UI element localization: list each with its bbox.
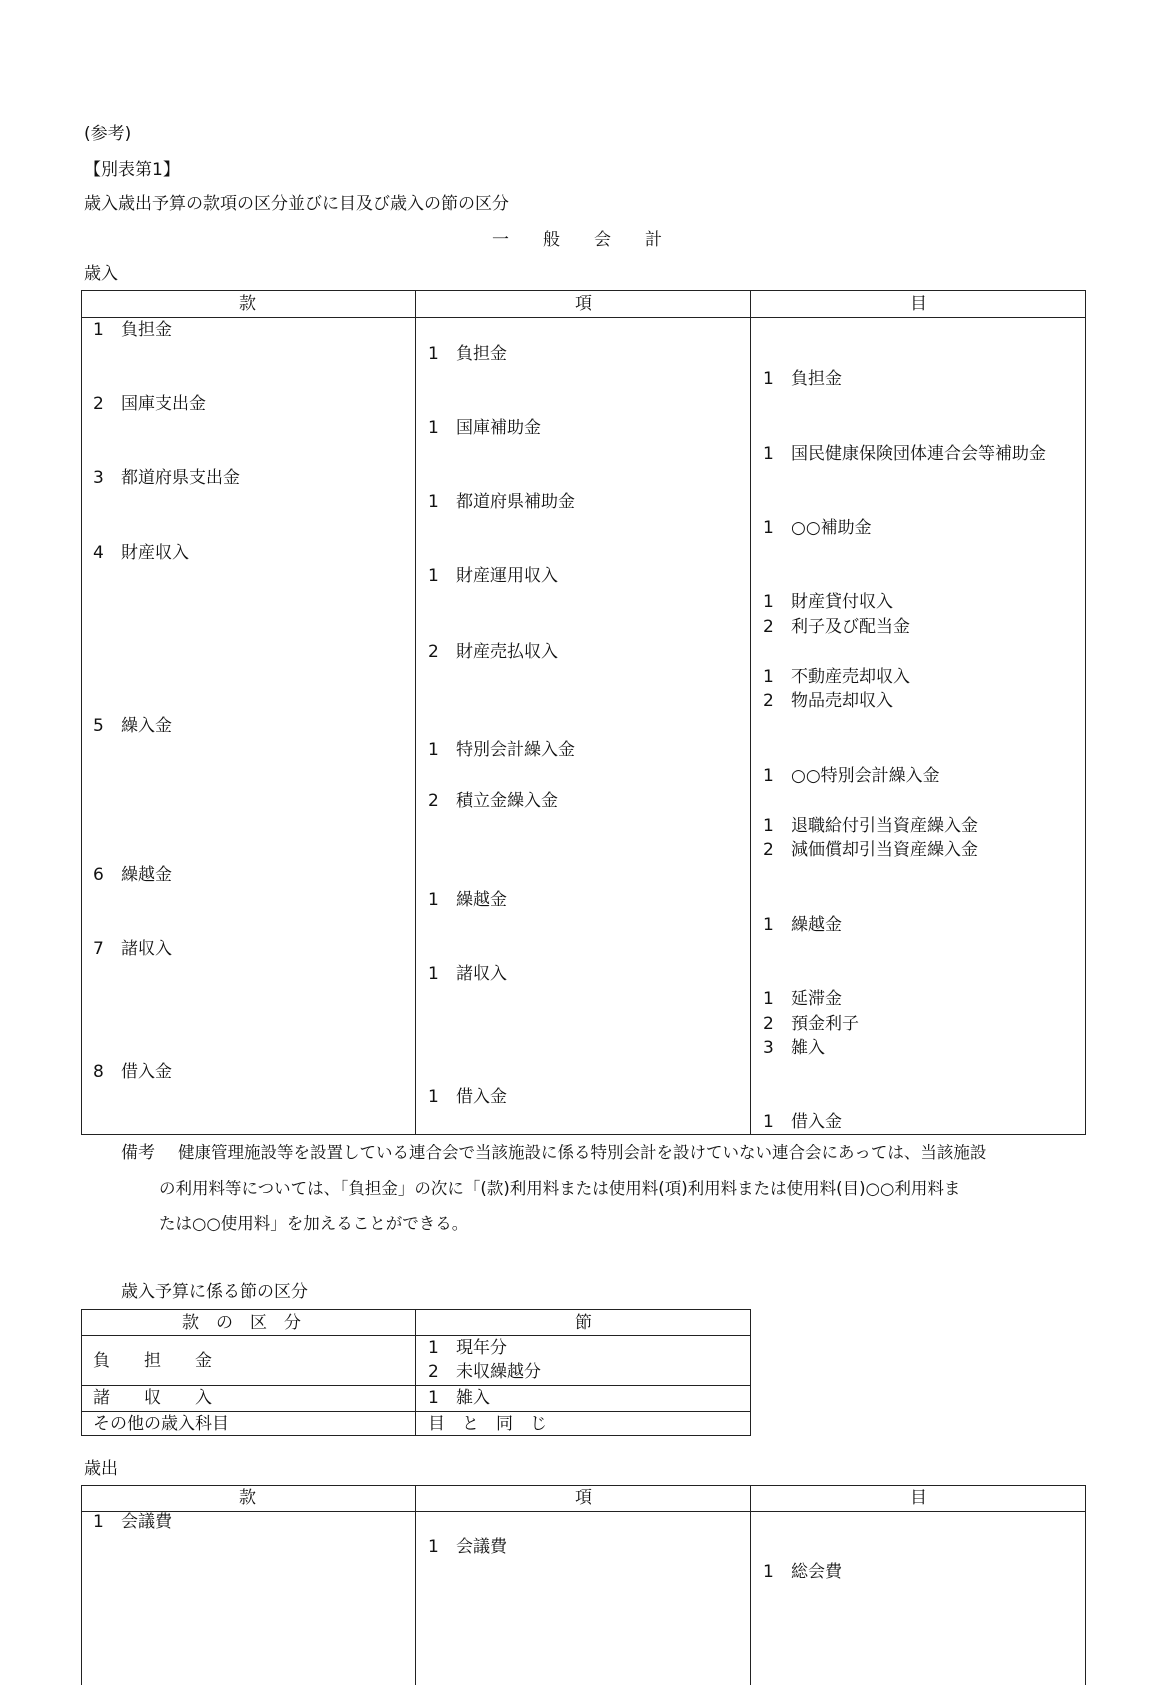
kou-item: 1 特別会計繰入金: [428, 740, 575, 760]
note-label: 備考: [121, 1143, 155, 1163]
kou-item: 1 繰越金: [428, 890, 507, 910]
kou-item: 1 諸収入: [428, 964, 507, 984]
setsu-row-kan: 負 担 金: [93, 1351, 212, 1371]
kou-item: 1 財産運用収入: [428, 566, 558, 586]
expenditure-table: [81, 1485, 1086, 1685]
kan-item: 2 国庫支出金: [93, 394, 206, 414]
account-title: 一 般 会 計: [492, 230, 662, 250]
expenditure-col-divider-2: [750, 1485, 751, 1685]
expenditure-col-kou: 項: [575, 1488, 592, 1508]
kan-item: 3 都道府県支出金: [93, 468, 240, 488]
setsu-row-divider: [81, 1385, 751, 1386]
setsu-title: 歳入予算に係る節の区分: [121, 1282, 308, 1302]
setsu-row-divider: [81, 1335, 751, 1336]
note-line: たは○○使用料」を加えることができる。: [159, 1214, 469, 1233]
setsu-row-item: 目 と 同 じ: [428, 1414, 547, 1434]
moku-item: 1 ○○特別会計繰入金: [763, 766, 940, 786]
moku-item: 2 減価償却引当資産繰入金: [763, 840, 978, 860]
table-number: 【別表第1】: [84, 160, 180, 180]
kan-item: 7 諸収入: [93, 939, 172, 959]
setsu-col-setsu: 節: [575, 1313, 592, 1333]
revenue-label: 歳入: [84, 264, 118, 284]
revenue-col-divider-1: [415, 290, 416, 1135]
exp-moku-item: 1 総会費: [763, 1562, 842, 1582]
kou-item: 2 積立金繰入金: [428, 791, 558, 811]
exp-kou-item: 1 会議費: [428, 1537, 507, 1557]
setsu-row-item: 2 未収繰越分: [428, 1362, 541, 1382]
moku-item: 1 繰越金: [763, 915, 842, 935]
setsu-row-kan: その他の歳入科目: [93, 1414, 229, 1434]
expenditure-col-kan: 款: [239, 1488, 256, 1508]
revenue-col-kou: 項: [575, 294, 592, 314]
moku-item: 1 負担金: [763, 369, 842, 389]
reference-label: (参考): [84, 124, 132, 144]
expenditure-header-divider: [81, 1511, 1086, 1512]
kan-item: 8 借入金: [93, 1062, 172, 1082]
revenue-col-divider-2: [750, 290, 751, 1135]
moku-item: 1 財産貸付収入: [763, 592, 893, 612]
kou-item: 2 財産売払収入: [428, 642, 558, 662]
moku-item: 1 国民健康保険団体連合会等補助金: [763, 444, 1046, 464]
revenue-header-divider: [81, 317, 1086, 318]
moku-item: 2 物品売却収入: [763, 691, 893, 711]
setsu-col-divider: [415, 1309, 416, 1436]
kou-item: 1 借入金: [428, 1087, 507, 1107]
setsu-row-kan: 諸 収 入: [93, 1388, 212, 1408]
kou-item: 1 都道府県補助金: [428, 492, 575, 512]
moku-item: 1 退職給付引当資産繰入金: [763, 816, 978, 836]
revenue-col-kan: 款: [239, 294, 256, 314]
revenue-col-moku: 目: [910, 294, 927, 314]
moku-item: 2 利子及び配当金: [763, 617, 910, 637]
kan-item: 4 財産収入: [93, 543, 189, 563]
note-line: の利用料等については、「負担金」の次に「(款)利用料または使用料(項)利用料または使用料(目)○○利用料ま: [159, 1179, 961, 1198]
exp-kan-item: 1 会議費: [93, 1512, 172, 1532]
setsu-col-kan: 款 の 区 分: [182, 1313, 301, 1333]
document-title: 歳入歳出予算の款項の区分並びに目及び歳入の節の区分: [84, 194, 509, 214]
moku-item: 3 雑入: [763, 1038, 825, 1058]
kan-item: 6 繰越金: [93, 865, 172, 885]
note-line: 健康管理施設等を設置している連合会で当該施設に係る特別会計を設けていない連合会にあっては、当該施設: [178, 1143, 987, 1162]
kou-item: 1 負担金: [428, 344, 507, 364]
expenditure-col-divider-1: [415, 1485, 416, 1685]
moku-item: 1 不動産売却収入: [763, 667, 910, 687]
moku-item: 2 預金利子: [763, 1014, 859, 1034]
kan-item: 5 繰入金: [93, 716, 172, 736]
revenue-table: [81, 290, 1086, 1135]
kou-item: 1 国庫補助金: [428, 418, 541, 438]
setsu-row-item: 1 現年分: [428, 1338, 507, 1358]
moku-item: 1 借入金: [763, 1112, 842, 1132]
moku-item: 1 ○○補助金: [763, 518, 872, 538]
expenditure-label: 歳出: [84, 1459, 118, 1479]
moku-item: 1 延滞金: [763, 989, 842, 1009]
expenditure-col-moku: 目: [910, 1488, 927, 1508]
kan-item: 1 負担金: [93, 320, 172, 340]
setsu-row-divider: [81, 1411, 751, 1412]
setsu-row-item: 1 雑入: [428, 1388, 490, 1408]
